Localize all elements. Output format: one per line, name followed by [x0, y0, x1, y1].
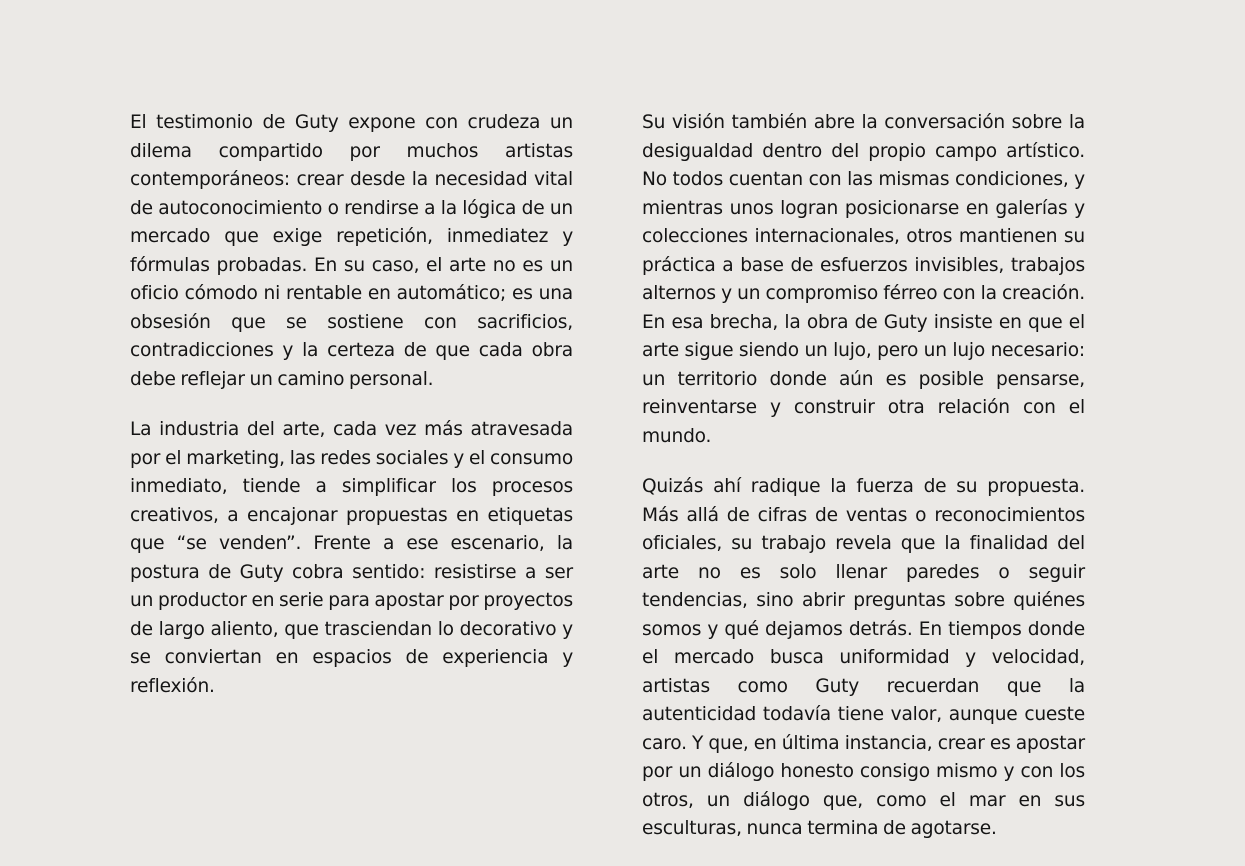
- left-text-column: [130, 109, 573, 723]
- paragraph: El testimonio de Guty expone con crudeza un dilema compartido por muchos artistas contemporáneos: crear desde la necesidad vital de autoconocimiento o rendirse a la lógica de un mercado que exige repetición, inmediatez y fórmulas probadas. En su caso, el arte no es un oficio cómodo ni rentable en automático; es una obsesión que se sostiene con sacrificios, contradicciones y la certeza de que cada obra debe reflejar un camino personal.: [130, 112, 573, 390]
- paragraph: Quizás ahí radique la fuerza de su propuesta. Más allá de cifras de ventas o reconocimientos oficiales, su trabajo revela que la finalidad del arte no es solo llenar paredes o seguir tendencias, sino abrir preguntas sobre quiénes somos y qué dejamos detrás. En tiempos donde el mercado busca uniformidad y velocidad, artistas como Guty recuerdan que la autenticidad todavía tiene valor, aunque cueste caro. Y que, en última instancia, crear es apostar por un diálogo honesto consigo mismo y con los otros, un diálogo que, como el mar en sus esculturas, nunca termina de agotarse.: [642, 476, 1085, 839]
- paragraph: La industria del arte, cada vez más atravesada por el marketing, las redes sociales y el consumo inmediato, tiende a simplificar los procesos creativos, a encajonar propuestas en etiquetas que “se venden”. Frente a ese escenario, la postura de Guty cobra sentido: resistirse a ser un productor en serie para apostar por proyectos de largo aliento, que trasciendan lo decorativo y se conviertan en espacios de experiencia y reflexión.: [130, 419, 573, 697]
- right-text-column: [642, 109, 1085, 866]
- paragraph: Su visión también abre la conversación sobre la desigualdad dentro del propio campo artístico. No todos cuentan con las mismas condiciones, y mientras unos logran posicionarse en galerías y colecciones internacionales, otros mantienen su práctica a base de esfuerzos invisibles, trabajos alternos y un compromiso férreo con la creación. En esa brecha, la obra de Guty insiste en que el arte sigue siendo un lujo, pero un lujo necesario: un territorio donde aún es posible pensarse, reinventarse y construir otra relación con el mundo.: [642, 112, 1085, 447]
